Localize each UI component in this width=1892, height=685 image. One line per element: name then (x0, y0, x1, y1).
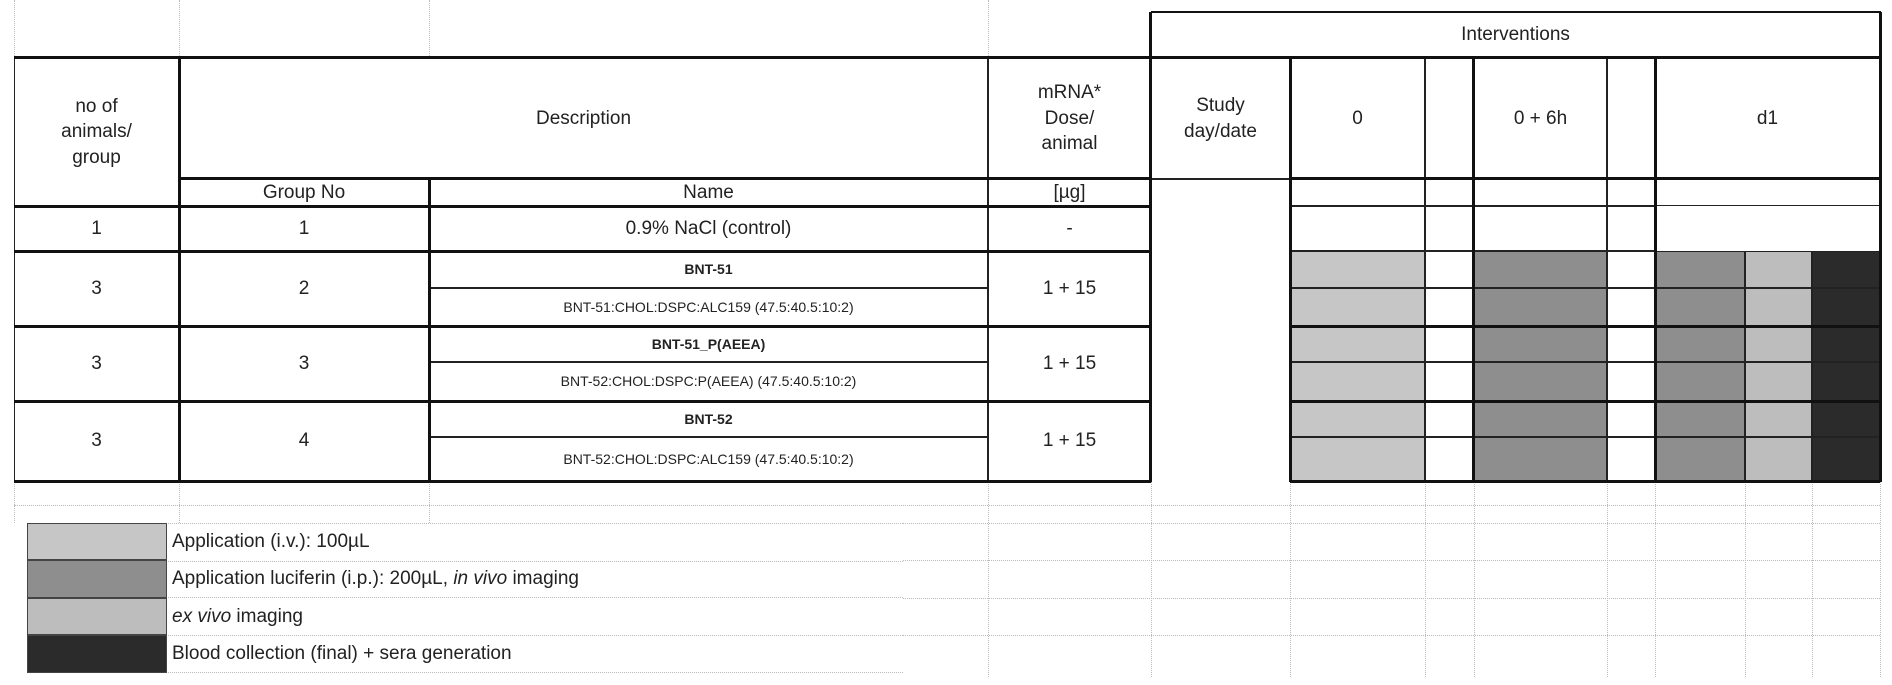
header-interventions: Interventions (1151, 12, 1880, 58)
group-2-dose: 1 + 15 (988, 251, 1151, 326)
legend-label-blood: Blood collection (final) + sera generation (172, 635, 512, 672)
gridline (1880, 482, 1881, 677)
group-2-animals: 3 (14, 251, 179, 326)
group-4-animals: 3 (14, 401, 179, 481)
schedule-cell-luciferin (1474, 437, 1607, 481)
gridline (1290, 482, 1291, 677)
group-4-name: BNT-52 (429, 401, 988, 437)
legend-swatch-exvivo (27, 598, 167, 635)
legend-label-exvivo: ex vivo imaging (172, 598, 303, 635)
schedule-cell-empty (1607, 206, 1655, 251)
schedule-cell-empty (1425, 206, 1474, 251)
group-1-name: 0.9% NaCl (control) (429, 206, 988, 251)
group-1-number: 1 (179, 206, 429, 251)
schedule-cell-empty (1425, 179, 1474, 206)
group-1-animals: 1 (14, 206, 179, 251)
group-4-number: 4 (179, 401, 429, 481)
schedule-cell-iv (1290, 362, 1425, 401)
schedule-cell-luciferin (1655, 288, 1745, 326)
group-2-number: 2 (179, 251, 429, 326)
legend-label-iv: Application (i.v.): 100µL (172, 523, 370, 560)
schedule-cell-exvivo (1745, 362, 1812, 401)
schedule-cell-empty (1425, 251, 1474, 288)
study-day-body (1151, 179, 1290, 481)
gridline (1607, 482, 1608, 677)
schedule-cell-empty (1425, 401, 1474, 437)
schedule-cell-iv (1290, 326, 1425, 362)
gridline (14, 482, 15, 523)
header-timepoint-0: 0 (1290, 58, 1425, 179)
schedule-cell-empty (1425, 437, 1474, 481)
legend-swatch-blood (27, 635, 167, 673)
header-description: Description (179, 58, 988, 179)
schedule-cell-luciferin (1474, 362, 1607, 401)
gridline (1474, 482, 1475, 677)
group-4-dose: 1 + 15 (988, 401, 1151, 481)
group-1-dose: - (988, 206, 1151, 251)
legend-label-luciferin: Application luciferin (i.p.): 200µL, in vivo imaging (172, 560, 579, 597)
gridline (1151, 482, 1152, 677)
schedule-cell-blood (1812, 251, 1880, 288)
schedule-cell-exvivo (1745, 401, 1812, 437)
schedule-cell-empty (1607, 401, 1655, 437)
group-3-name: BNT-51_P(AEEA) (429, 326, 988, 362)
schedule-cell-iv (1290, 401, 1425, 437)
schedule-cell-empty (1607, 288, 1655, 326)
schedule-cell-empty (1425, 362, 1474, 401)
study-design-table-page (0, 0, 1892, 685)
schedule-cell-luciferin (1474, 401, 1607, 437)
schedule-cell-empty (1607, 362, 1655, 401)
schedule-cell-exvivo (1745, 288, 1812, 326)
header-timepoint-d1: d1 (1655, 58, 1880, 179)
gridline (1812, 482, 1813, 677)
schedule-cell-empty (1290, 206, 1425, 251)
gridline (429, 482, 430, 523)
schedule-cell-empty (1474, 179, 1607, 206)
header-name: Name (429, 179, 988, 206)
group-3-dose: 1 + 15 (988, 326, 1151, 401)
schedule-cell-empty (1425, 288, 1474, 326)
schedule-cell-exvivo (1745, 437, 1812, 481)
schedule-cell-exvivo (1745, 251, 1812, 288)
header-study-day: Study day/date (1151, 58, 1290, 179)
gridline (988, 482, 989, 677)
schedule-cell-blood (1812, 362, 1880, 401)
schedule-cell-empty (1607, 179, 1655, 206)
group-2-composition: BNT-51:CHOL:DSPC:ALC159 (47.5:40.5:10:2) (429, 288, 988, 326)
header-unit: [µg] (988, 179, 1151, 206)
schedule-cell-luciferin (1474, 288, 1607, 326)
schedule-cell-empty (1425, 326, 1474, 362)
schedule-cell-blood (1812, 437, 1880, 481)
group-4-composition: BNT-52:CHOL:DSPC:ALC159 (47.5:40.5:10:2) (429, 437, 988, 481)
schedule-cell-luciferin (1655, 326, 1745, 362)
schedule-subheader-d1 (1655, 179, 1880, 206)
group-3-number: 3 (179, 326, 429, 401)
schedule-cell-blood (1812, 288, 1880, 326)
schedule-cell-iv (1290, 288, 1425, 326)
schedule-cell-exvivo (1745, 326, 1812, 362)
gridline (179, 482, 180, 523)
schedule-cell-iv (1290, 437, 1425, 481)
schedule-cell-luciferin (1474, 326, 1607, 362)
schedule-cell-empty (1474, 206, 1607, 251)
legend-swatch-luciferin (27, 560, 167, 598)
header-mrna-dose: mRNA* Dose/ animal (988, 58, 1151, 179)
schedule-cell-luciferin (1655, 362, 1745, 401)
schedule-cell-blood (1812, 326, 1880, 362)
header-timepoint-6h: 0 + 6h (1474, 58, 1607, 179)
schedule-cell-blood (1812, 401, 1880, 437)
group-3-animals: 3 (14, 326, 179, 401)
header-spacer-1 (1425, 58, 1474, 179)
schedule-cell-empty (1607, 251, 1655, 288)
schedule-cell-luciferin (1474, 251, 1607, 288)
header-spacer-2 (1607, 58, 1655, 179)
schedule-cell-empty (1290, 179, 1425, 206)
header-group-no: Group No (179, 179, 429, 206)
gridline (1425, 482, 1426, 677)
schedule-cell-iv (1290, 251, 1425, 288)
gridline (1745, 482, 1746, 677)
schedule-cell-empty (1607, 437, 1655, 481)
schedule-cell-luciferin (1655, 401, 1745, 437)
header-animals-per-group: no of animals/ group (14, 58, 179, 206)
schedule-cell-empty (1607, 326, 1655, 362)
group-2-name: BNT-51 (429, 251, 988, 288)
legend-swatch-iv (27, 523, 167, 560)
schedule-cell-luciferin (1655, 437, 1745, 481)
group-3-composition: BNT-52:CHOL:DSPC:P(AEEA) (47.5:40.5:10:2) (429, 362, 988, 401)
schedule-cell-luciferin (1655, 251, 1745, 288)
gridline (1655, 482, 1656, 677)
